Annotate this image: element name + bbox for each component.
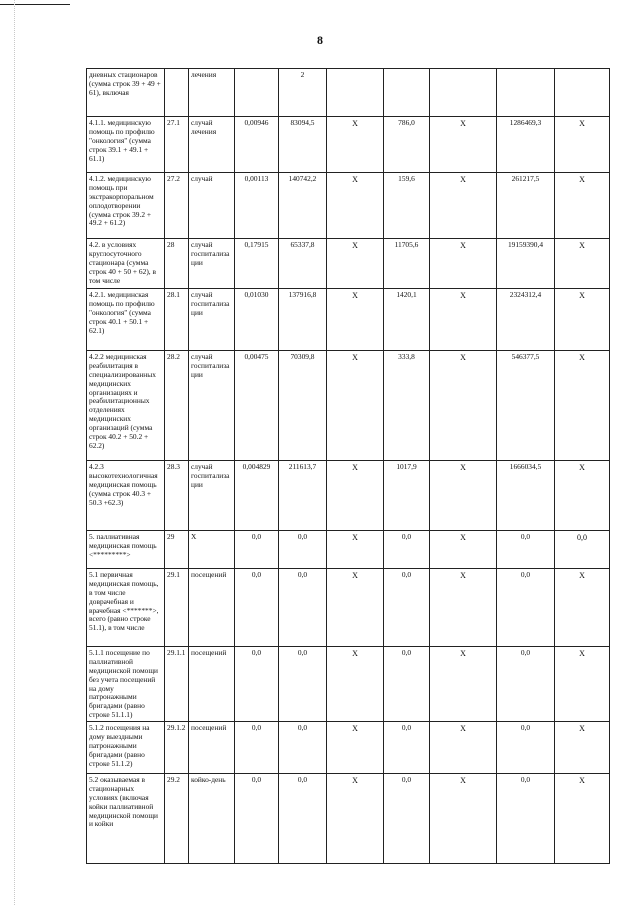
- row-cost: 0,0: [279, 647, 327, 722]
- row-cost: 2: [279, 69, 327, 117]
- row-code: 29: [165, 531, 189, 569]
- row-col8: X: [430, 647, 497, 722]
- page-number: 8: [317, 33, 323, 47]
- row-name: 5.1.2 посещения на дому выездными патронажными бригадами (равно строке 51.1.2): [87, 722, 165, 774]
- row-norm: 0,01030: [235, 289, 279, 351]
- row-col8: [430, 69, 497, 117]
- row-code: 27.2: [165, 173, 189, 239]
- table-row: [87, 69, 610, 117]
- row-col7: 1017,9: [384, 461, 430, 531]
- row-col8: X: [430, 531, 497, 569]
- row-unit: посещений: [189, 722, 235, 774]
- row-col7: 0,0: [384, 774, 430, 864]
- row-col10: X: [555, 569, 610, 647]
- row-name: дневных стационаров (сумма строк 39 + 49 + 61), включая: [87, 69, 165, 117]
- row-col9: 2324312,4: [497, 289, 555, 351]
- row-col9: 0,0: [497, 774, 555, 864]
- row-cost: 211613,7: [279, 461, 327, 531]
- row-unit: случай госпитализации: [189, 289, 235, 351]
- row-col6: X: [327, 351, 384, 461]
- row-col8: X: [430, 351, 497, 461]
- row-col10: X: [555, 117, 610, 173]
- row-col10: X: [555, 173, 610, 239]
- binding-edge: [14, 0, 15, 905]
- row-unit: койко-день: [189, 774, 235, 864]
- row-norm: 0,00475: [235, 351, 279, 461]
- row-col9: 0,0: [497, 647, 555, 722]
- row-code: 29.1.1: [165, 647, 189, 722]
- row-unit: X: [189, 531, 235, 569]
- row-cost: 0,0: [279, 722, 327, 774]
- row-norm: 0,00946: [235, 117, 279, 173]
- tariff-table: [86, 68, 610, 864]
- row-col6: X: [327, 531, 384, 569]
- row-col8: X: [430, 461, 497, 531]
- table-row: [87, 569, 610, 647]
- row-code: [165, 69, 189, 117]
- row-code: 28.2: [165, 351, 189, 461]
- row-col10: X: [555, 461, 610, 531]
- row-col10: X: [555, 289, 610, 351]
- row-code: 29.2: [165, 774, 189, 864]
- row-col6: X: [327, 461, 384, 531]
- row-col6: X: [327, 289, 384, 351]
- row-name: 4.2.3 высокотехнологичная медицинская помощь (сумма строк 40.3 + 50.3 +62.3): [87, 461, 165, 531]
- row-col7: 333,8: [384, 351, 430, 461]
- row-col10: X: [555, 647, 610, 722]
- row-name: 4.1.2. медицинскую помощь при экстракорпоральном оплодотворении (сумма строк 39.2 + 49.2 + 61.2): [87, 173, 165, 239]
- row-cost: 83094,5: [279, 117, 327, 173]
- row-code: 27.1: [165, 117, 189, 173]
- row-norm: [235, 69, 279, 117]
- row-col10: X: [555, 239, 610, 289]
- row-col9: 546377,5: [497, 351, 555, 461]
- row-col8: X: [430, 239, 497, 289]
- table-row: [87, 531, 610, 569]
- row-col8: X: [430, 722, 497, 774]
- row-name: 5.1 первичная медицинская помощь, в том числе доврачебная и врачебная <*******>, всего (равно строке 51.1), в том числе: [87, 569, 165, 647]
- table-row: [87, 647, 610, 722]
- row-norm: 0,0: [235, 722, 279, 774]
- row-cost: 0,0: [279, 569, 327, 647]
- row-norm: 0,17915: [235, 239, 279, 289]
- row-col9: 0,0: [497, 569, 555, 647]
- row-col6: X: [327, 722, 384, 774]
- row-col9: [497, 69, 555, 117]
- table-row: [87, 117, 610, 173]
- row-cost: 137916,8: [279, 289, 327, 351]
- row-norm: 0,004829: [235, 461, 279, 531]
- row-unit: лечения: [189, 69, 235, 117]
- row-col6: [327, 69, 384, 117]
- row-unit: посещений: [189, 647, 235, 722]
- row-col7: 0,0: [384, 647, 430, 722]
- row-cost: 70309,8: [279, 351, 327, 461]
- row-col7: 0,0: [384, 569, 430, 647]
- row-col9: 1666034,5: [497, 461, 555, 531]
- row-code: 28: [165, 239, 189, 289]
- table-row: [87, 351, 610, 461]
- row-col6: X: [327, 569, 384, 647]
- row-col8: X: [430, 289, 497, 351]
- row-col9: 0,0: [497, 531, 555, 569]
- row-code: 29.1: [165, 569, 189, 647]
- row-name: 4.2.2 медицинская реабилитация в специализированных медицинских организациях и реабилитационных отделениях медицинских организаций (сумма строк 40.2 + 50.2 + 62.2): [87, 351, 165, 461]
- row-col7: [384, 69, 430, 117]
- corner-mark: [0, 0, 70, 5]
- row-cost: 0,0: [279, 531, 327, 569]
- row-col10: [555, 69, 610, 117]
- row-col8: X: [430, 173, 497, 239]
- row-col7: 0,0: [384, 722, 430, 774]
- row-col6: X: [327, 239, 384, 289]
- row-col9: 0,0: [497, 722, 555, 774]
- row-col7: 0,0: [384, 531, 430, 569]
- row-name: 5.1.1 посещение по паллиативной медицинской помощи без учета посещений на дому патронажными бригадами (равно строке 51.1.1): [87, 647, 165, 722]
- row-norm: 0,0: [235, 569, 279, 647]
- row-col7: 159,6: [384, 173, 430, 239]
- row-col7: 786,0: [384, 117, 430, 173]
- row-col10: 0,0: [555, 531, 610, 569]
- row-col6: X: [327, 647, 384, 722]
- row-col9: 1286469,3: [497, 117, 555, 173]
- row-col6: X: [327, 173, 384, 239]
- row-name: 4.2.1. медицинская помощь по профилю "онкология" (сумма строк 40.1 + 50.1 + 62.1): [87, 289, 165, 351]
- row-code: 29.1.2: [165, 722, 189, 774]
- row-unit: случай госпитализации: [189, 239, 235, 289]
- row-col10: X: [555, 722, 610, 774]
- row-norm: 0,00113: [235, 173, 279, 239]
- row-code: 28.3: [165, 461, 189, 531]
- row-col10: X: [555, 774, 610, 864]
- row-col8: X: [430, 774, 497, 864]
- row-norm: 0,0: [235, 647, 279, 722]
- row-name: 4.2. в условиях круглосуточного стационара (сумма строк 40 + 50 + 62), в том числе: [87, 239, 165, 289]
- row-unit: случай: [189, 173, 235, 239]
- row-col8: X: [430, 117, 497, 173]
- row-norm: 0,0: [235, 774, 279, 864]
- row-col6: X: [327, 774, 384, 864]
- row-cost: 140742,2: [279, 173, 327, 239]
- row-cost: 65337,8: [279, 239, 327, 289]
- row-code: 28.1: [165, 289, 189, 351]
- row-unit: случай госпитализации: [189, 351, 235, 461]
- row-col6: X: [327, 117, 384, 173]
- table-row: [87, 289, 610, 351]
- row-unit: случай госпитализации: [189, 461, 235, 531]
- row-name: 4.1.1. медицинскую помощь по профилю "онкология" (сумма строк 39.1 + 49.1 + 61.1): [87, 117, 165, 173]
- row-col9: 19159390,4: [497, 239, 555, 289]
- row-col8: X: [430, 569, 497, 647]
- row-unit: посещений: [189, 569, 235, 647]
- table-row: [87, 774, 610, 864]
- row-name: 5. паллиативная медицинская помощь <*********>: [87, 531, 165, 569]
- table-row: [87, 239, 610, 289]
- table-row: [87, 173, 610, 239]
- row-col7: 1420,1: [384, 289, 430, 351]
- row-cost: 0,0: [279, 774, 327, 864]
- row-col9: 261217,5: [497, 173, 555, 239]
- row-name: 5.2 оказываемая в стационарных условиях (включая койки паллиативной медицинской помощи и койки: [87, 774, 165, 864]
- table-row: [87, 722, 610, 774]
- row-col10: X: [555, 351, 610, 461]
- row-norm: 0,0: [235, 531, 279, 569]
- table-row: [87, 461, 610, 531]
- row-unit: случай лечения: [189, 117, 235, 173]
- row-col7: 11705,6: [384, 239, 430, 289]
